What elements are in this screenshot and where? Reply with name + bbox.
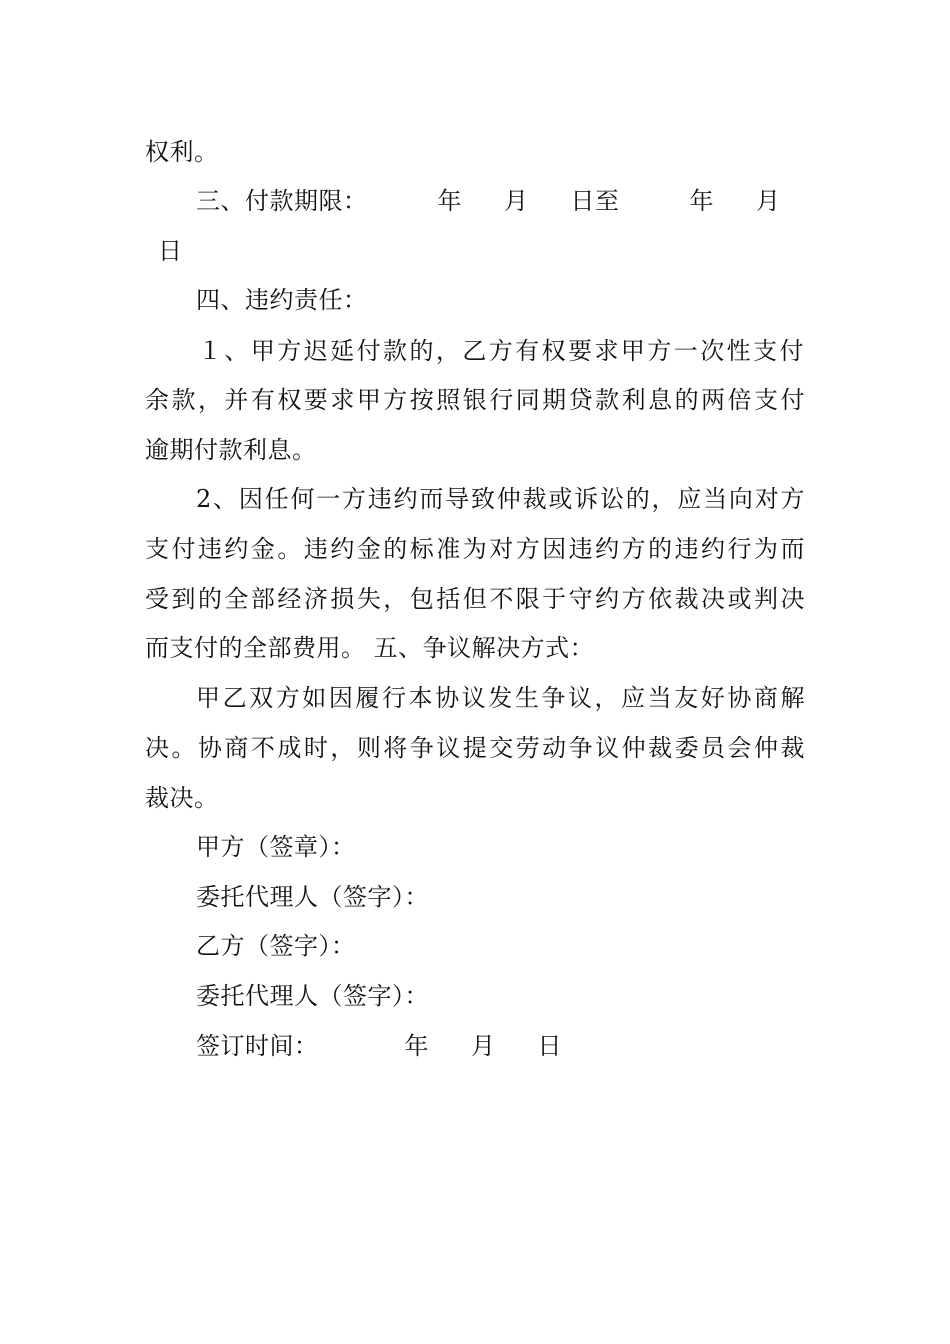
payment-term-day-2: 日: [158, 237, 183, 265]
dispute-line: 甲乙双方如因履行本协议发生争议，应当友好协商解: [196, 684, 805, 712]
payment-term-year-1: 年: [437, 187, 462, 215]
signing-date-label: 签订时间：: [196, 1032, 319, 1060]
clause-1-line: 逾期付款利息。: [145, 436, 317, 464]
clause-1-line: 余款，并有权要求甲方按照银行同期贷款利息的两倍支付: [145, 386, 805, 414]
dispute-line: 决。协商不成时，则将争议提交劳动争议仲裁委员会仲裁: [145, 734, 805, 762]
payment-term-day-1-to: 日至: [570, 187, 620, 215]
signing-date-year: 年: [404, 1032, 429, 1060]
clause-2-line: 而支付的全部费用。 五、争议解决方式：: [145, 634, 595, 662]
text-line: 权利。: [145, 138, 219, 166]
clause-2-line: 受到的全部经济损失，包括但不限于守约方依裁决或判决: [145, 585, 805, 613]
agent-a-signature-label: 委托代理人（签字）：: [196, 883, 429, 911]
signing-date-month: 月: [471, 1032, 496, 1060]
payment-term-label: 三、付款期限：: [196, 187, 368, 215]
payment-term-year-2: 年: [689, 187, 714, 215]
clause-2-line: 支付违约金。违约金的标准为对方因违约方的违约行为而: [145, 535, 805, 563]
party-b-signature-label: 乙方（签字）：: [196, 932, 356, 960]
payment-term-line: [196, 185, 781, 217]
payment-term-month-2: 月: [756, 187, 781, 215]
signing-date-day: 日: [537, 1032, 562, 1060]
breach-heading: 四、违约责任：: [196, 286, 368, 314]
clause-1-line: １、甲方迟延付款的，乙方有权要求甲方一次性支付: [198, 337, 804, 365]
dispute-line: 裁决。: [145, 784, 219, 812]
payment-term-month-1: 月: [504, 187, 529, 215]
agent-b-signature-label: 委托代理人（签字）：: [196, 982, 429, 1010]
party-a-signature-label: 甲方（签章）：: [196, 833, 356, 861]
clause-2-line: 2、因任何一方违约而导致仲裁或诉讼的，应当向对方: [196, 485, 805, 513]
signing-date-line: [196, 1030, 562, 1062]
